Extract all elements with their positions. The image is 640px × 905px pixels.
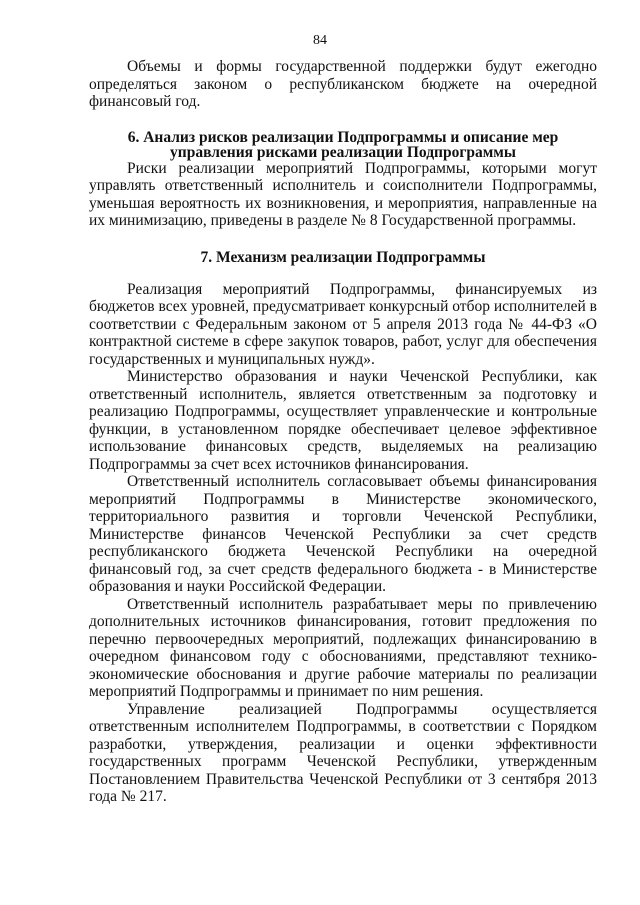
page-number: 84 [313,33,327,48]
document-body [89,58,597,806]
section-6-heading [89,130,597,160]
section-7-paragraph-5: Управление реализацией Подпрограммы осуществляется ответственным исполнителем Подпрограммы, в соответствии с Порядком разработки, утверждения, реализации и оценки эффективности государственных программ Чеченской Республики, утвержденным Постановлением Правительства Чеченской Республики от 3 сентября 2013 года № 217. [89,700,597,805]
section-7-paragraph-2: Министерство образования и науки Чеченской Республики, как ответственный исполнитель, является ответственным за подготовку и реализацию Подпрограммы, осуществляет управленческие и контрольные функции, в установленном порядке обеспечивает целевое эффективное использование финансовых средств, выделяемых на реализацию Подпрограммы за счет всех источников финансирования. [89,368,597,473]
section-6-paragraph: Риски реализации мероприятий Подпрограммы, которыми могут управлять ответственный исполнитель и соисполнители Подпрограммы, уменьшая вероятность их возникновения, и мероприятия, направленные на их минимизацию, приведены в разделе № 8 Государственной программы. [89,159,597,229]
section-6-title-line2: управления рисками реализации Подпрограммы [170,143,516,161]
section-7-paragraph-1: Реализация мероприятий Подпрограммы, финансируемых из бюджетов всех уровней, предусматривает конкурсный отбор исполнителей в соответствии с Федеральным законом от 5 апреля 2013 года № 44-ФЗ «О контрактной системе в сфере закупок товаров, работ, услуг для обеспечения государственных и муниципальных нужд». [89,280,597,368]
section-6-title-line1: 6. Анализ рисков реализации Подпрограммы и описание мер [127,128,559,146]
section-7-paragraph-3: Ответственный исполнитель согласовывает объемы финансирования мероприятий Подпрограммы в Министерстве экономического, территориального развития и торговли Чеченской Республики, Министерстве финансов Чеченской Республики за счет средств республиканского бюджета Чеченской Республики на очередной финансовый год, за счет средств федерального бюджета - в Министерстве образования и науки Российской Федерации. [89,473,597,595]
section-7-paragraph-4: Ответственный исполнитель разрабатывает меры по привлечению дополнительных источников финансирования, готовит предложения по перечню первоочередных мероприятий, подлежащих финансированию в очередном финансовом году с обоснованиями, представляют технико-экономические обоснования и другие рабочие материалы по реализации мероприятий Подпрограммы и принимает по ним решения. [89,595,597,700]
intro-paragraph: Объемы и формы государственной поддержки будут ежегодно определяться законом о республиканском бюджете на очередной финансовый год. [89,58,597,110]
section-7-heading: 7. Механизм реализации Подпрограммы [200,248,486,266]
